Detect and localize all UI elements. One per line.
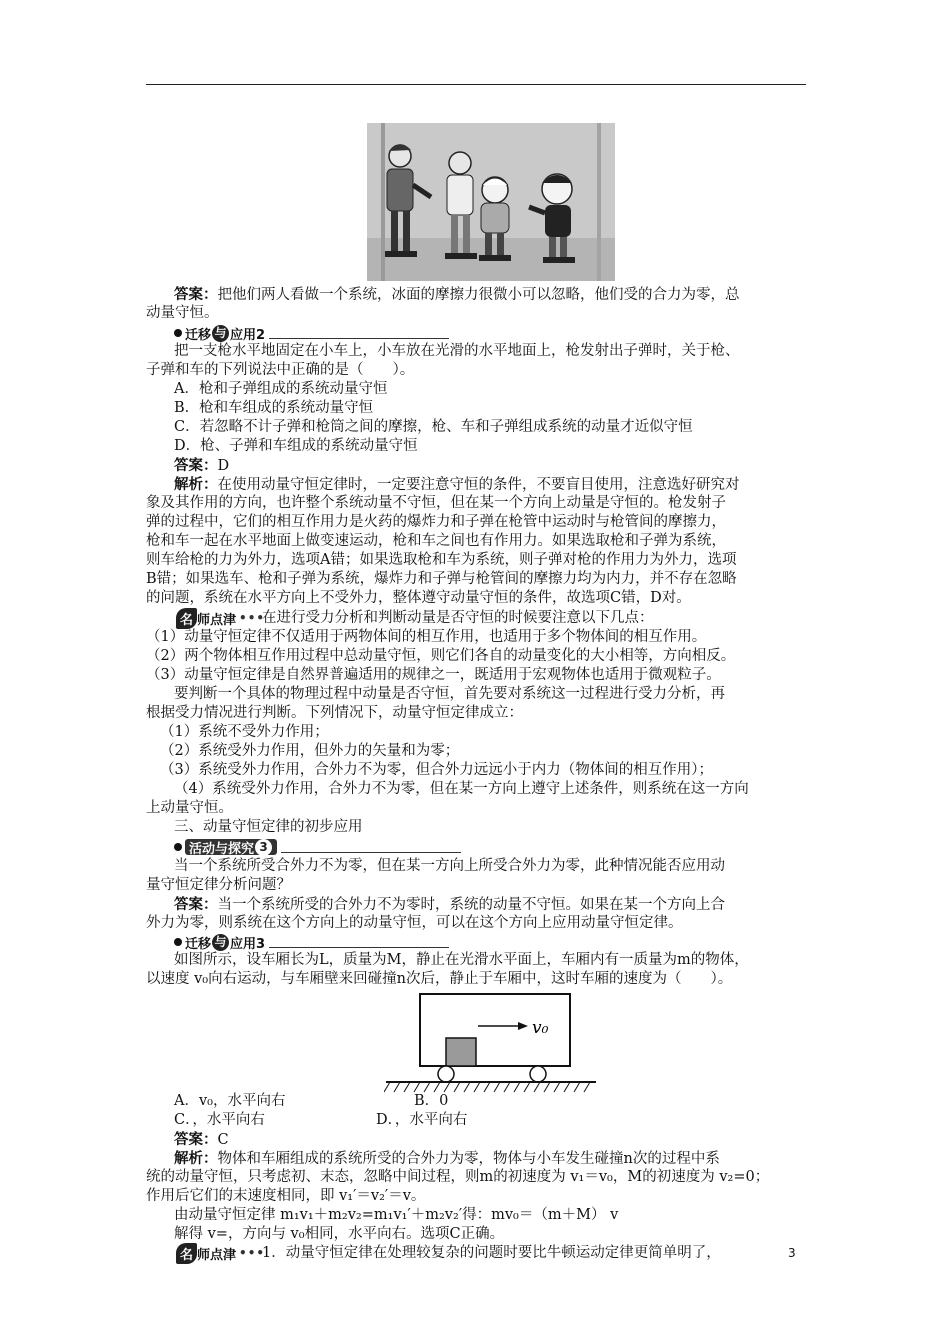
q3-solution: 解得 v=，方向与 v₀相同，水平向右。选项C正确。	[174, 1226, 505, 1242]
tip-para-line2: 根据受力情况进行判断。下列情况下，动量守恒定律成立：	[146, 705, 523, 721]
q2-analysis-line4: 枪和车一起在水平地面上做变速运动，枪和车之间也有作用力。如果选取枪和子弹为系统，	[146, 533, 726, 549]
q3-option-b: B．0	[414, 1093, 449, 1109]
activity-3-line1: 当一个系统所受合外力不为零，但在某一方向上所受合外力为零，此种情况能否应用动	[174, 858, 725, 874]
q2-analysis-line1: 解析：在使用动量守恒定律时，一定要注意守恒的条件，不要盲目使用，注意选好研究对	[174, 476, 740, 493]
teacher-tips-2-point-1: 1．动量守恒定律在处理较复杂的问题时要比牛顿运动定律更简单明了，	[262, 1245, 721, 1261]
q2-line2: 子弹和车的下列说法中正确的是（ ）。	[146, 362, 415, 378]
tip-point-1: （1）动量守恒定律不仅适用于两物体间的相互作用，也适用于多个物体间的相互作用。	[146, 629, 707, 645]
teacher-tips-1-intro: 在进行受力分析和判断动量是否守恒的时候要注意以下几点：	[262, 610, 654, 626]
skaters-illustration	[367, 123, 615, 281]
q2-answer: 答案：D	[174, 457, 230, 474]
header-rule	[146, 84, 806, 85]
q3-analysis-line2: 统的动量守恒，只考虑初、末态，忽略中间过程，则m的初速度为 v₁＝v₀，M的初速度为 v₂=0；	[146, 1169, 770, 1185]
q3-analysis-line3: 作用后它们的末速度相同，即 v₁′＝v₂′＝v。	[146, 1188, 426, 1204]
q2-analysis-line2: 象及其作用的方向，也许整个系统动量不守恒，但在某一个方向上动量是守恒的。枪发射子	[146, 495, 726, 511]
answer-1-line2: 动量守恒。	[146, 305, 219, 321]
bullet-icon	[174, 329, 182, 337]
q2-analysis-line3: 弹的过程中，它们的相互作用力是火药的爆炸力和子弹在枪管中运动时与枪管间的摩擦力，	[146, 514, 726, 530]
q3-line2: 以速度 v₀向右运动，与车厢壁来回碰撞n次后，静止于车厢中，这时车厢的速度为（ ）。	[146, 971, 733, 987]
q2-option-d: D．枪、子弹和车组成的系统动量守恒	[174, 438, 418, 454]
q2-line1: 把一支枪水平地固定在小车上，小车放在光滑的水平地面上，枪发射出子弹时，关于枪、	[174, 343, 740, 359]
q3-analysis-line1: 解析：物体和车厢组成的系统所受的合外力为零，物体与小车发生碰撞n次的过程中系	[174, 1150, 720, 1167]
teacher-tips-badge-2: 名 师点津 •••	[176, 1242, 265, 1264]
carriage-diagram	[384, 992, 598, 1096]
q2-option-b: B．枪和车组成的系统动量守恒	[174, 400, 374, 416]
tip-point-2: （2）两个物体相互作用过程中总动量守恒，则它们各自的动量变化的大小相等，方向相反。	[146, 648, 736, 664]
q3-option-d: D．，水平向右	[376, 1112, 468, 1128]
condition-3: （3）系统受外力作用，合外力不为零，但合外力远远小于内力（物体间的相互作用）；	[160, 762, 713, 778]
answer-1-line1: 答案：把他们两人看做一个系统，冰面的摩擦力很微小可以忽略，他们受的合力为零，总	[174, 286, 740, 303]
q3-equation: 由动量守恒定律 m₁v₁＋m₂v₂=m₁v₁′＋m₂v₂′得：mv₀＝（m＋M） v	[174, 1207, 619, 1223]
page-number: 3	[788, 1246, 796, 1260]
q2-analysis-line7: 的问题，系统在水平方向上不受外力，整体遵守动量守恒的条件，故选项C错，D对。	[146, 590, 691, 606]
q3-option-a: A．v₀，水平向右	[174, 1093, 286, 1109]
q2-analysis-line6: B错；如果选车、枪和子弹为系统，爆炸力和子弹与枪管间的摩擦力均为内力，并不存在忽略	[146, 571, 737, 587]
q2-analysis-line5: 则车给枪的力为外力，选项A错；如果选取枪和车为系统，则子弹对枪的作用力为外力，选项	[146, 552, 737, 568]
q3-line1: 如图所示，设车厢长为L，质量为M，静止在光滑水平面上，车厢内有一质量为m的物体，	[174, 952, 749, 968]
activity-3-answer-line2: 外力为零，则系统在这个方向上的动量守恒，可以在这个方向上应用动量守恒定律。	[146, 915, 683, 931]
q3-option-c: C．，水平向右	[174, 1112, 265, 1128]
bullet-icon	[174, 843, 182, 851]
transfer-apply-3-badge: 迁移 与 应用3	[174, 933, 449, 951]
condition-2: （2）系统受外力作用，但外力的矢量和为零；	[160, 743, 460, 759]
velocity-label: v₀	[532, 1018, 549, 1038]
section-3-heading: 三、动量守恒定律的初步应用	[174, 819, 363, 835]
teacher-tips-badge-1: 名 师点津 •••	[176, 607, 265, 629]
activity-3-answer-line1: 答案：当一个系统所受的合外力不为零时，系统的动量不守恒。如果在某一个方向上合	[174, 896, 725, 913]
condition-4-line2: 上动量守恒。	[146, 800, 233, 816]
tip-para-line1: 要判断一个具体的物理过程中动量是否守恒，首先要对系统这一过程进行受力分析，再	[174, 686, 725, 702]
condition-1: （1）系统不受外力作用；	[160, 724, 329, 740]
q3-answer: 答案：C	[174, 1131, 229, 1148]
activity-3-line2: 量守恒定律分析问题？	[146, 877, 291, 893]
q2-option-c: C．若忽略不计子弹和枪筒之间的摩擦，枪、车和子弹组成系统的动量才近似守恒	[174, 419, 693, 435]
transfer-apply-2-badge: 迁移 与 应用2	[174, 324, 449, 342]
bullet-icon	[174, 938, 182, 946]
q2-option-a: A．枪和子弹组成的系统动量守恒	[174, 381, 388, 397]
tip-point-3: （3）动量守恒定律是自然界普遍适用的规律之一，既适用于宏观物体也适用于微观粒子。	[146, 667, 721, 683]
activity-explore-3-badge: 活动与探究 3	[174, 838, 461, 856]
condition-4-line1: （4）系统受外力作用，合外力不为零，但在某一方向上遵守上述条件，则系统在这一方向	[174, 781, 749, 797]
